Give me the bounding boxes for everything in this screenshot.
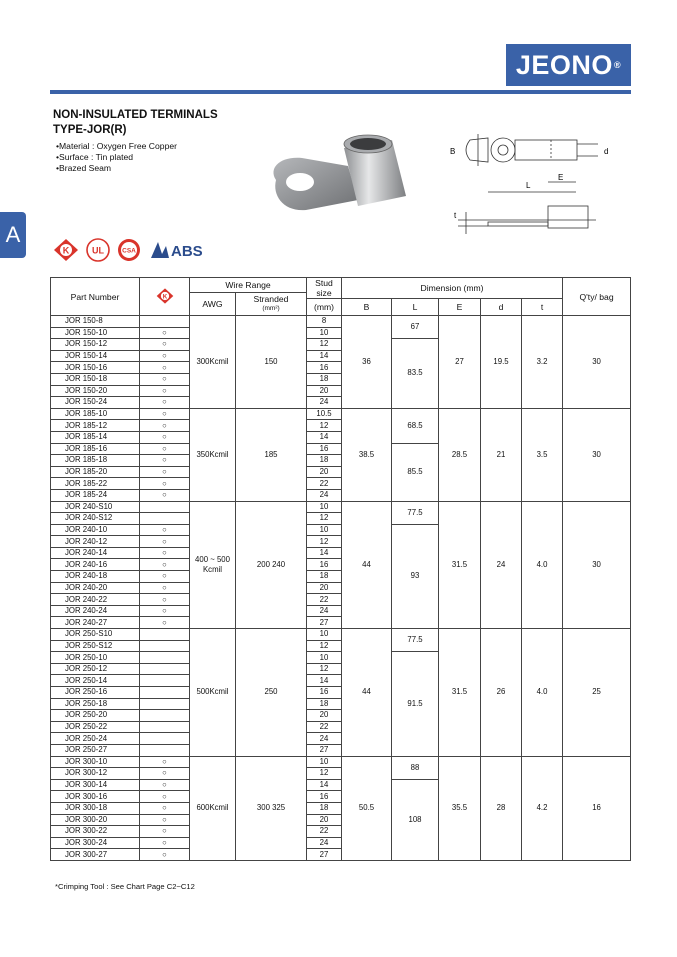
stud-cell: 24 xyxy=(307,837,342,849)
k-cert-cell xyxy=(140,721,190,733)
label-l: L xyxy=(526,181,531,190)
stranded-cell: 250 xyxy=(236,629,307,757)
stud-cell: 14 xyxy=(307,675,342,687)
title-line-1: NON-INSULATED TERMINALS xyxy=(53,109,218,121)
dim-d-cell: 19.5 xyxy=(481,316,522,409)
stud-cell: 10 xyxy=(307,652,342,664)
part-number-cell: JOR 150-24 xyxy=(51,397,140,409)
awg-cell: 300Kcmil xyxy=(190,316,236,409)
k-cert-cell: ○ xyxy=(140,779,190,791)
header-b: B xyxy=(342,299,392,316)
part-number-cell: JOR 240-18 xyxy=(51,571,140,583)
dim-l-cell: 85.5 xyxy=(392,443,439,501)
part-number-cell: JOR 250-S10 xyxy=(51,629,140,641)
k-cert-cell: ○ xyxy=(140,524,190,536)
table-row xyxy=(51,501,631,513)
part-number-cell: JOR 250-S12 xyxy=(51,640,140,652)
csa-cert-label: CSA xyxy=(122,247,136,255)
awg-cell: 500Kcmil xyxy=(190,629,236,757)
dim-b-cell: 50.5 xyxy=(342,756,392,860)
part-number-cell: JOR 185-22 xyxy=(51,478,140,490)
label-e: E xyxy=(558,173,564,182)
dim-l-cell: 108 xyxy=(392,779,439,860)
part-number-cell: JOR 150-10 xyxy=(51,327,140,339)
part-number-cell: JOR 300-24 xyxy=(51,837,140,849)
footnote: *Crimping Tool : See Chart Page C2~C12 xyxy=(55,882,195,891)
dim-l-cell: 93 xyxy=(392,524,439,628)
section-tab-label: A xyxy=(5,222,21,247)
header-part-number: Part Number xyxy=(51,278,140,316)
part-number-cell: JOR 150-8 xyxy=(51,316,140,328)
part-number-cell: JOR 185-18 xyxy=(51,455,140,467)
k-cert-cell xyxy=(140,663,190,675)
part-number-cell: JOR 300-12 xyxy=(51,768,140,780)
part-number-cell: JOR 300-16 xyxy=(51,791,140,803)
k-cert-label: K xyxy=(162,292,167,300)
table-row xyxy=(51,316,631,328)
stud-cell: 20 xyxy=(307,814,342,826)
page-title xyxy=(53,108,218,138)
qty-cell: 30 xyxy=(563,408,631,501)
stud-cell: 20 xyxy=(307,582,342,594)
part-number-cell: JOR 240-S10 xyxy=(51,501,140,513)
stranded-cell: 150 xyxy=(236,316,307,409)
stranded-cell: 300 325 xyxy=(236,756,307,860)
k-cert-cell: ○ xyxy=(140,420,190,432)
spec-table-body xyxy=(51,316,631,861)
dim-e-cell: 27 xyxy=(439,316,481,409)
part-number-cell: JOR 250-24 xyxy=(51,733,140,745)
part-number-cell: JOR 240-14 xyxy=(51,547,140,559)
k-cert-cell xyxy=(140,316,190,328)
ul-cert-label: UL xyxy=(92,245,104,256)
awg-cell: 400 ~ 500 Kcmil xyxy=(190,501,236,629)
label-b: B xyxy=(450,147,456,156)
stud-cell: 8 xyxy=(307,316,342,328)
header-stranded xyxy=(236,293,307,316)
label-d: d xyxy=(604,147,609,156)
stud-cell: 16 xyxy=(307,791,342,803)
k-cert-cell: ○ xyxy=(140,536,190,548)
dim-t-cell: 4.0 xyxy=(522,629,563,757)
stranded-label: Stranded xyxy=(253,294,289,304)
k-cert-cell: ○ xyxy=(140,547,190,559)
stud-cell: 22 xyxy=(307,721,342,733)
dim-b-cell: 44 xyxy=(342,629,392,757)
stud-cell: 24 xyxy=(307,733,342,745)
header-e: E xyxy=(439,299,481,316)
part-number-cell: JOR 150-14 xyxy=(51,350,140,362)
header-stud-size xyxy=(307,278,342,299)
stud-cell: 24 xyxy=(307,489,342,501)
part-number-cell: JOR 240-27 xyxy=(51,617,140,629)
k-cert-cell: ○ xyxy=(140,791,190,803)
qty-cell: 30 xyxy=(563,316,631,409)
part-number-cell: JOR 240-S12 xyxy=(51,513,140,525)
k-cert-cell: ○ xyxy=(140,385,190,397)
k-cert-cell xyxy=(140,652,190,664)
part-number-cell: JOR 185-24 xyxy=(51,489,140,501)
stud-cell: 20 xyxy=(307,466,342,478)
stud-cell: 18 xyxy=(307,802,342,814)
k-cert-cell xyxy=(140,744,190,756)
header-t: t xyxy=(522,299,563,316)
stud-cell: 24 xyxy=(307,605,342,617)
header-rule xyxy=(50,90,631,94)
dim-b-cell: 44 xyxy=(342,501,392,629)
stud-cell: 16 xyxy=(307,362,342,374)
part-number-cell: JOR 150-20 xyxy=(51,385,140,397)
abs-cert-icon xyxy=(148,238,210,262)
k-cert-cell: ○ xyxy=(140,455,190,467)
stud-cell: 20 xyxy=(307,385,342,397)
part-number-cell: JOR 250-12 xyxy=(51,663,140,675)
part-number-cell: JOR 300-22 xyxy=(51,826,140,838)
ul-cert-icon xyxy=(86,238,110,262)
title-line-2: TYPE-JOR(R) xyxy=(53,124,127,136)
k-cert-cell: ○ xyxy=(140,605,190,617)
k-cert-cell: ○ xyxy=(140,559,190,571)
stud-cell: 14 xyxy=(307,431,342,443)
part-number-cell: JOR 185-16 xyxy=(51,443,140,455)
stud-cell: 27 xyxy=(307,849,342,861)
part-number-cell: JOR 300-27 xyxy=(51,849,140,861)
k-cert-cell: ○ xyxy=(140,802,190,814)
header-dimension: Dimension (mm) xyxy=(342,278,563,299)
stud-cell: 22 xyxy=(307,594,342,606)
k-cert-cell: ○ xyxy=(140,826,190,838)
spec-seam: • Brazed Seam xyxy=(56,163,177,174)
part-number-cell: JOR 150-12 xyxy=(51,339,140,351)
k-cert-cell: ○ xyxy=(140,443,190,455)
part-number-cell: JOR 240-20 xyxy=(51,582,140,594)
k-cert-cell xyxy=(140,640,190,652)
stud-cell: 12 xyxy=(307,536,342,548)
part-number-cell: JOR 240-16 xyxy=(51,559,140,571)
stud-cell: 10.5 xyxy=(307,408,342,420)
header-wire-range: Wire Range xyxy=(190,278,307,293)
header-qty: Q'ty/ bag xyxy=(563,278,631,316)
stud-cell: 14 xyxy=(307,779,342,791)
stud-cell: 14 xyxy=(307,350,342,362)
stud-cell: 12 xyxy=(307,513,342,525)
part-number-cell: JOR 300-18 xyxy=(51,802,140,814)
stud-cell: 10 xyxy=(307,629,342,641)
spec-material: • Material : Oxygen Free Copper xyxy=(56,141,177,152)
part-number-cell: JOR 240-22 xyxy=(51,594,140,606)
stud-cell: 12 xyxy=(307,663,342,675)
stranded-cell: 185 xyxy=(236,408,307,501)
stud-cell: 18 xyxy=(307,698,342,710)
k-cert-cell: ○ xyxy=(140,617,190,629)
stud-cell: 20 xyxy=(307,710,342,722)
k-cert-cell xyxy=(140,629,190,641)
part-number-cell: JOR 185-10 xyxy=(51,408,140,420)
part-number-cell: JOR 250-22 xyxy=(51,721,140,733)
stud-cell: 16 xyxy=(307,559,342,571)
stud-cell: 12 xyxy=(307,640,342,652)
part-number-cell: JOR 300-20 xyxy=(51,814,140,826)
part-number-cell: JOR 150-16 xyxy=(51,362,140,374)
stud-cell: 18 xyxy=(307,373,342,385)
part-number-cell: JOR 240-12 xyxy=(51,536,140,548)
part-number-cell: JOR 185-12 xyxy=(51,420,140,432)
stud-cell: 22 xyxy=(307,478,342,490)
part-number-cell: JOR 185-14 xyxy=(51,431,140,443)
part-number-cell: JOR 250-27 xyxy=(51,744,140,756)
k-cert-cell: ○ xyxy=(140,594,190,606)
part-number-cell: JOR 250-16 xyxy=(51,687,140,699)
dim-t-cell: 3.5 xyxy=(522,408,563,501)
table-row xyxy=(51,756,631,768)
part-number-cell: JOR 150-18 xyxy=(51,373,140,385)
abs-cert-label: ABS xyxy=(171,243,203,260)
stud-cell: 14 xyxy=(307,547,342,559)
k-cert-cell: ○ xyxy=(140,431,190,443)
dim-l-cell: 88 xyxy=(392,756,439,779)
k-cert-cell: ○ xyxy=(140,837,190,849)
stud-cell: 27 xyxy=(307,744,342,756)
k-cert-cell: ○ xyxy=(140,582,190,594)
qty-cell: 16 xyxy=(563,756,631,860)
k-cert-cell xyxy=(140,513,190,525)
dim-l-cell: 91.5 xyxy=(392,652,439,756)
k-cert-cell: ○ xyxy=(140,814,190,826)
k-cert-cell xyxy=(140,710,190,722)
dim-d-cell: 26 xyxy=(481,629,522,757)
spec-surface: • Surface : Tin plated xyxy=(56,152,177,163)
part-number-cell: JOR 250-10 xyxy=(51,652,140,664)
stud-cell: 24 xyxy=(307,397,342,409)
k-cert-cell: ○ xyxy=(140,408,190,420)
table-row xyxy=(51,408,631,420)
k-cert-cell: ○ xyxy=(140,327,190,339)
brand-logo xyxy=(506,44,631,86)
brand-mark: ® xyxy=(613,60,622,70)
dim-l-cell: 68.5 xyxy=(392,408,439,443)
k-cert-cell xyxy=(140,675,190,687)
section-tab[interactable] xyxy=(0,212,26,258)
brand-name: JEONO xyxy=(515,49,613,80)
k-cert-cell: ○ xyxy=(140,373,190,385)
k-cert-icon xyxy=(53,238,79,262)
awg-cell: 350Kcmil xyxy=(190,408,236,501)
part-number-cell: JOR 240-24 xyxy=(51,605,140,617)
dim-t-cell: 4.0 xyxy=(522,501,563,629)
header-awg: AWG xyxy=(190,293,236,316)
awg-cell: 600Kcmil xyxy=(190,756,236,860)
stud-cell: 12 xyxy=(307,339,342,351)
dim-e-cell: 31.5 xyxy=(439,501,481,629)
spec-list xyxy=(56,141,177,174)
k-cert-cell: ○ xyxy=(140,466,190,478)
k-cert-cell xyxy=(140,501,190,513)
stud-size-label: Stud size xyxy=(315,278,333,298)
dimension-diagram xyxy=(448,126,618,246)
k-cert-cell xyxy=(140,733,190,745)
k-cert-cell xyxy=(140,687,190,699)
part-number-cell: JOR 240-10 xyxy=(51,524,140,536)
stud-cell: 12 xyxy=(307,420,342,432)
dim-t-cell: 4.2 xyxy=(522,756,563,860)
dim-e-cell: 31.5 xyxy=(439,629,481,757)
header-k-cert xyxy=(140,278,190,316)
k-cert-cell: ○ xyxy=(140,571,190,583)
dim-l-cell: 83.5 xyxy=(392,339,439,409)
header-d: d xyxy=(481,299,522,316)
dim-e-cell: 35.5 xyxy=(439,756,481,860)
terminal-photo xyxy=(266,118,416,228)
k-cert-cell: ○ xyxy=(140,768,190,780)
header-l: L xyxy=(392,299,439,316)
part-number-cell: JOR 250-18 xyxy=(51,698,140,710)
part-number-cell: JOR 300-10 xyxy=(51,756,140,768)
stud-cell: 10 xyxy=(307,756,342,768)
dim-d-cell: 24 xyxy=(481,501,522,629)
dim-l-cell: 67 xyxy=(392,316,439,339)
dim-d-cell: 28 xyxy=(481,756,522,860)
dim-e-cell: 28.5 xyxy=(439,408,481,501)
stud-cell: 22 xyxy=(307,826,342,838)
k-cert-cell: ○ xyxy=(140,489,190,501)
stranded-unit: (mm²) xyxy=(262,305,280,312)
stud-cell: 12 xyxy=(307,768,342,780)
part-number-cell: JOR 250-20 xyxy=(51,710,140,722)
stud-cell: 10 xyxy=(307,524,342,536)
part-number-cell: JOR 185-20 xyxy=(51,466,140,478)
k-cert-icon xyxy=(156,287,174,305)
k-cert-cell: ○ xyxy=(140,397,190,409)
dim-l-cell: 77.5 xyxy=(392,629,439,652)
stud-cell: 16 xyxy=(307,443,342,455)
k-cert-cell: ○ xyxy=(140,339,190,351)
spec-table xyxy=(50,277,631,861)
k-cert-cell xyxy=(140,698,190,710)
stud-cell: 18 xyxy=(307,455,342,467)
dim-t-cell: 3.2 xyxy=(522,316,563,409)
dim-b-cell: 38.5 xyxy=(342,408,392,501)
part-number-cell: JOR 250-14 xyxy=(51,675,140,687)
csa-cert-icon xyxy=(117,238,141,262)
dim-l-cell: 77.5 xyxy=(392,501,439,524)
qty-cell: 25 xyxy=(563,629,631,757)
k-cert-cell: ○ xyxy=(140,350,190,362)
stranded-cell: 200 240 xyxy=(236,501,307,629)
k-cert-cell: ○ xyxy=(140,362,190,374)
label-t: t xyxy=(454,211,457,220)
header-stud-unit: (mm) xyxy=(307,299,342,316)
k-cert-cell: ○ xyxy=(140,478,190,490)
part-number-cell: JOR 300-14 xyxy=(51,779,140,791)
dim-b-cell: 36 xyxy=(342,316,392,409)
k-cert-label: K xyxy=(62,245,70,256)
k-cert-cell: ○ xyxy=(140,756,190,768)
stud-cell: 16 xyxy=(307,687,342,699)
table-row xyxy=(51,629,631,641)
qty-cell: 30 xyxy=(563,501,631,629)
stud-cell: 10 xyxy=(307,327,342,339)
stud-cell: 10 xyxy=(307,501,342,513)
certification-row xyxy=(53,238,210,262)
k-cert-cell: ○ xyxy=(140,849,190,861)
stud-cell: 27 xyxy=(307,617,342,629)
stud-cell: 18 xyxy=(307,571,342,583)
dim-d-cell: 21 xyxy=(481,408,522,501)
